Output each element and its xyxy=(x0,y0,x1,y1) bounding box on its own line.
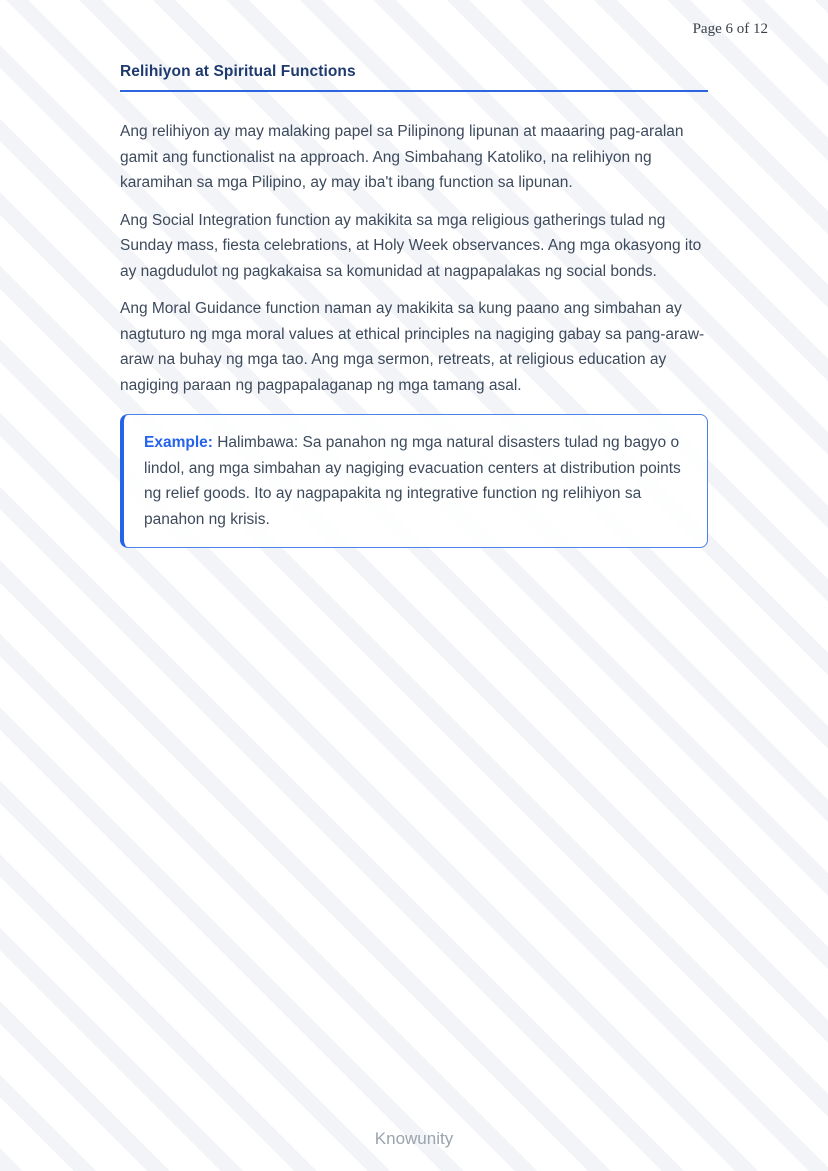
paragraph: Ang Moral Guidance function naman ay makikita sa kung paano ang simbahan ay nagtuturo ng mga moral values at ethical principles na nagiging gabay sa pang-araw-araw na buhay ng mga tao. Ang mga sermon, retreats, at religious education ay nagiging paraan ng pagpapalaganap ng mga tamang asal. xyxy=(120,300,705,394)
example-body: Halimbawa: Sa panahon ng mga natural disasters tulad ng bagyo o lindol, ang mga simbahan ay nagiging evacuation centers at distribution points ng relief goods. Ito ay nagpapakita ng integrative function ng relihiyon sa panahon ng krisis. xyxy=(144,434,681,528)
heading-divider xyxy=(120,90,708,92)
example-label: Example: xyxy=(144,434,213,451)
page-content xyxy=(120,63,708,548)
example-callout xyxy=(120,414,708,548)
paragraph: Ang Social Integration function ay makikita sa mga religious gatherings tulad ng Sunday mass, fiesta celebrations, at Holy Week observances. Ang mga okasyong ito ay nagdudulot ng pagkakaisa sa komunidad at nagpapalakas ng social bonds. xyxy=(120,211,702,280)
paragraph: Ang relihiyon ay may malaking papel sa Pilipinong lipunan at maaaring pag-aralan gamit ang functionalist na approach. Ang Simbahang Katoliko, na relihiyon ng karamihan sa mga Pilipino, ay may iba't ibang function sa lipunan. xyxy=(120,123,684,191)
section-heading: Relihiyon at Spiritual Functions xyxy=(120,63,356,80)
example-text xyxy=(144,430,687,532)
page-number-indicator: Page 6 of 12 xyxy=(692,21,768,37)
footer-brand: Knowunity xyxy=(374,1129,454,1148)
